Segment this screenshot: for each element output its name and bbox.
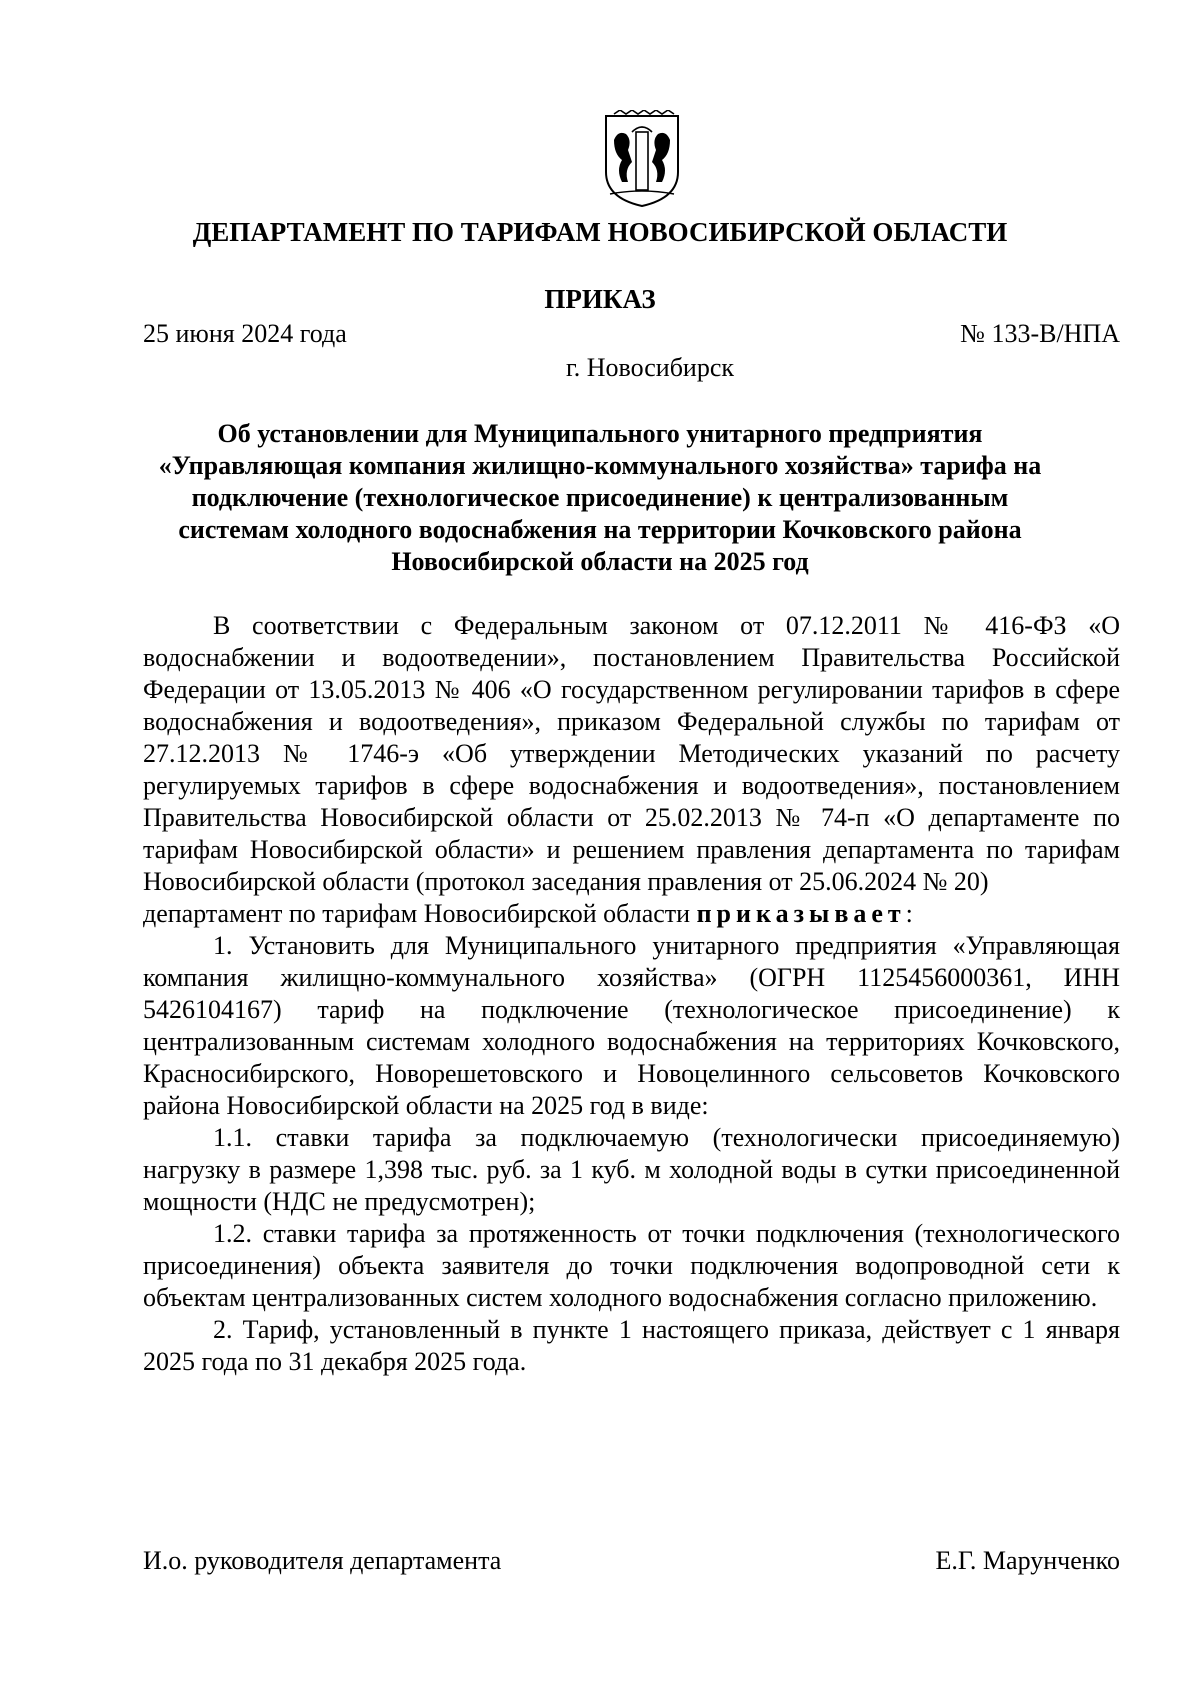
coat-of-arms-emblem bbox=[600, 110, 684, 210]
item-1-2: 1.2. ставки тарифа за протяженность от точки подключения (технологического присоединения) объекта заявителя до точки подключения водопроводной сети к объектам централизованных систем холодного водоснабжения согласно приложению. bbox=[143, 1219, 1120, 1312]
item-1: 1. Установить для Муниципального унитарного предприятия «Управляющая компания жилищно-коммунального хозяйства» (ОГРН 1125456000361, ИНН 5426104167) тариф на подключение (технологическое присоединение) к централизованным системам холодного водоснабжения на территориях Кочковского, Красносибирского, Новорешетовского и Новоцелинного сельсоветов Кочковского района Новосибирской области на 2025 год в виде: bbox=[143, 931, 1120, 1120]
order-city: г. Новосибирск bbox=[565, 353, 735, 382]
heading-line: системам холодного водоснабжения на территории Кочковского района bbox=[178, 515, 1022, 544]
item-1-1: 1.1. ставки тарифа за подключаемую (технологически присоединяемую) нагрузку в размере 1,398 тыс. руб. за 1 куб. м холодной воды в сутки присоединенной мощности (НДС не предусмотрен); bbox=[143, 1123, 1120, 1216]
department-name: ДЕПАРТАМЕНТ ПО ТАРИФАМ НОВОСИБИРСКОЙ ОБЛАСТИ bbox=[192, 217, 1008, 247]
heading-line: Новосибирской области на 2025 год bbox=[391, 547, 809, 576]
orders-paragraph bbox=[143, 898, 1120, 930]
signature-name: Е.Г. Марунченко bbox=[935, 1546, 1120, 1575]
orders-suffix: : bbox=[905, 899, 913, 928]
order-number: № 133-В/НПА bbox=[960, 319, 1120, 348]
orders-word: приказывает bbox=[696, 899, 906, 928]
preamble-paragraph: В соответствии с Федеральным законом от 07.12.2011 № 416-ФЗ «О водоснабжении и водоотведении», постановлением Правительства Российской Федерации от 13.05.2013 № 406 «О государственном регулировании тарифов в сфере водоснабжения и водоотведения», приказом Федеральной службы по тарифам от 27.12.2013 № 1746-э «Об утверждении Методических указаний по расчету регулируемых тарифов в сфере водоснабжения и водоотведения», постановлением Правительства Новосибирской области от 25.02.2013 № 74-п «О департаменте по тарифам Новосибирской области» и решением правления департамента по тарифам Новосибирской области (протокол заседания правления от 25.06.2024 № 20) bbox=[143, 611, 1120, 896]
heading-line: подключение (технологическое присоединение) к централизованным bbox=[191, 483, 1009, 512]
orders-prefix: департамент по тарифам Новосибирской области bbox=[143, 899, 697, 928]
signature-position: И.о. руководителя департамента bbox=[143, 1546, 502, 1575]
order-heading bbox=[150, 418, 1050, 578]
order-body bbox=[143, 610, 1120, 1378]
item-2: 2. Тариф, установленный в пункте 1 настоящего приказа, действует с 1 января 2025 года по 31 декабря 2025 года. bbox=[143, 1315, 1120, 1376]
heading-line: Об установлении для Муниципального унитарного предприятия bbox=[217, 419, 983, 448]
order-date: 25 июня 2024 года bbox=[143, 319, 347, 348]
order-title: ПРИКАЗ bbox=[544, 284, 656, 314]
heading-line: «Управляющая компания жилищно-коммунального хозяйства» тарифа на bbox=[158, 451, 1042, 480]
